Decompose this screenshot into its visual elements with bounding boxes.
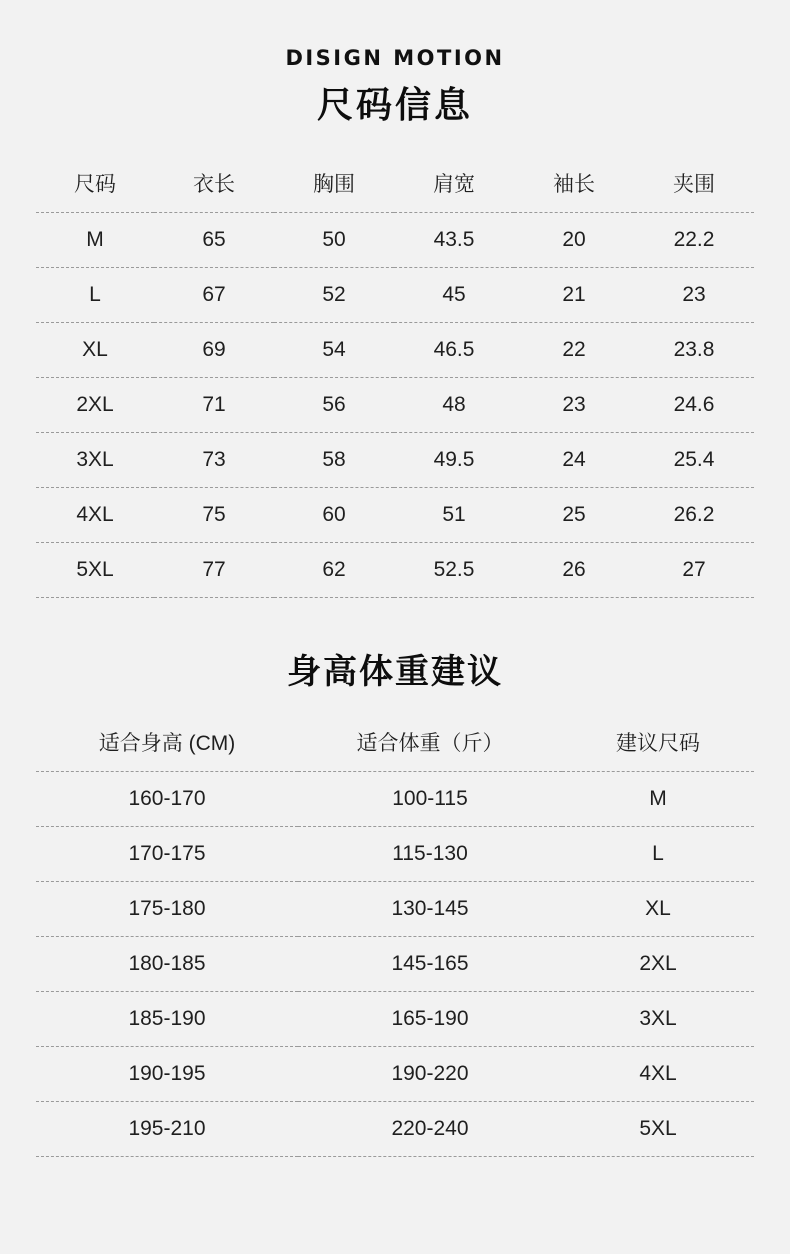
cell-sleeve: 26: [514, 542, 634, 597]
cell-height: 170-175: [36, 826, 298, 881]
table-row: [36, 826, 754, 881]
cell-bust: 54: [274, 322, 394, 377]
cell-sleeve: 20: [514, 212, 634, 267]
cell-bust: 52: [274, 267, 394, 322]
cell-bust: 60: [274, 487, 394, 542]
table-header-row: [36, 723, 754, 772]
cell-armhole: 25.4: [634, 432, 754, 487]
cell-length: 73: [154, 432, 274, 487]
cell-sleeve: 22: [514, 322, 634, 377]
size-info-table: [36, 162, 754, 598]
cell-recommended-size: 3XL: [562, 991, 754, 1046]
column-header-bust: 胸围: [313, 172, 355, 196]
cell-size: 5XL: [36, 542, 154, 597]
cell-shoulder: 46.5: [394, 322, 514, 377]
cell-shoulder: 49.5: [394, 432, 514, 487]
cell-bust: 50: [274, 212, 394, 267]
cell-recommended-size: 5XL: [562, 1101, 754, 1156]
cell-length: 69: [154, 322, 274, 377]
cell-length: 77: [154, 542, 274, 597]
cell-height: 175-180: [36, 881, 298, 936]
cell-armhole: 27: [634, 542, 754, 597]
table-row: [36, 1046, 754, 1101]
column-header-length: 衣长: [193, 172, 235, 196]
column-header-shoulder: 肩宽: [433, 172, 475, 196]
cell-height: 190-195: [36, 1046, 298, 1101]
cell-height: 185-190: [36, 991, 298, 1046]
cell-weight: 115-130: [298, 826, 562, 881]
table-row: [36, 936, 754, 991]
table-row: [36, 377, 754, 432]
cell-size: XL: [36, 322, 154, 377]
cell-height: 160-170: [36, 771, 298, 826]
recommendation-section: [0, 651, 790, 1157]
cell-shoulder: 43.5: [394, 212, 514, 267]
cell-length: 71: [154, 377, 274, 432]
cell-bust: 56: [274, 377, 394, 432]
cell-shoulder: 45: [394, 267, 514, 322]
cell-height: 195-210: [36, 1101, 298, 1156]
cell-weight: 130-145: [298, 881, 562, 936]
cell-armhole: 23: [634, 267, 754, 322]
cell-weight: 220-240: [298, 1101, 562, 1156]
cell-size: M: [36, 212, 154, 267]
cell-shoulder: 51: [394, 487, 514, 542]
brand-logo-text: DISIGN MOTION: [285, 46, 505, 70]
height-weight-table: [36, 723, 754, 1157]
table-row: [36, 322, 754, 377]
cell-shoulder: 52.5: [394, 542, 514, 597]
table-row: [36, 881, 754, 936]
page-title: 尺码信息: [316, 85, 473, 126]
table-header-row: [36, 162, 754, 213]
column-header-recommended-size: 建议尺码: [616, 731, 700, 755]
cell-recommended-size: 4XL: [562, 1046, 754, 1101]
column-header-sleeve: 袖长: [553, 172, 595, 196]
cell-sleeve: 24: [514, 432, 634, 487]
cell-height: 180-185: [36, 936, 298, 991]
cell-armhole: 26.2: [634, 487, 754, 542]
cell-weight: 100-115: [298, 771, 562, 826]
table-row: [36, 267, 754, 322]
table-row: [36, 487, 754, 542]
cell-sleeve: 21: [514, 267, 634, 322]
cell-size: 4XL: [36, 487, 154, 542]
cell-weight: 165-190: [298, 991, 562, 1046]
cell-size: 3XL: [36, 432, 154, 487]
cell-bust: 58: [274, 432, 394, 487]
cell-size: L: [36, 267, 154, 322]
cell-size: 2XL: [36, 377, 154, 432]
table-row: [36, 542, 754, 597]
table-row: [36, 432, 754, 487]
cell-length: 75: [154, 487, 274, 542]
cell-recommended-size: M: [562, 771, 754, 826]
cell-bust: 62: [274, 542, 394, 597]
table-row: [36, 1101, 754, 1156]
cell-sleeve: 23: [514, 377, 634, 432]
cell-shoulder: 48: [394, 377, 514, 432]
cell-sleeve: 25: [514, 487, 634, 542]
cell-length: 65: [154, 212, 274, 267]
cell-armhole: 22.2: [634, 212, 754, 267]
cell-armhole: 24.6: [634, 377, 754, 432]
cell-recommended-size: XL: [562, 881, 754, 936]
table-row: [36, 212, 754, 267]
cell-recommended-size: L: [562, 826, 754, 881]
column-header-weight: 适合体重（斤）: [356, 731, 504, 755]
column-header-size: 尺码: [74, 172, 116, 196]
column-header-height: 适合身高 (CM): [98, 731, 236, 755]
cell-weight: 145-165: [298, 936, 562, 991]
recommendation-title: 身高体重建议: [287, 651, 503, 692]
table-row: [36, 991, 754, 1046]
cell-length: 67: [154, 267, 274, 322]
column-header-armhole: 夹围: [673, 172, 715, 196]
cell-armhole: 23.8: [634, 322, 754, 377]
table-row: [36, 771, 754, 826]
cell-recommended-size: 2XL: [562, 936, 754, 991]
cell-weight: 190-220: [298, 1046, 562, 1101]
